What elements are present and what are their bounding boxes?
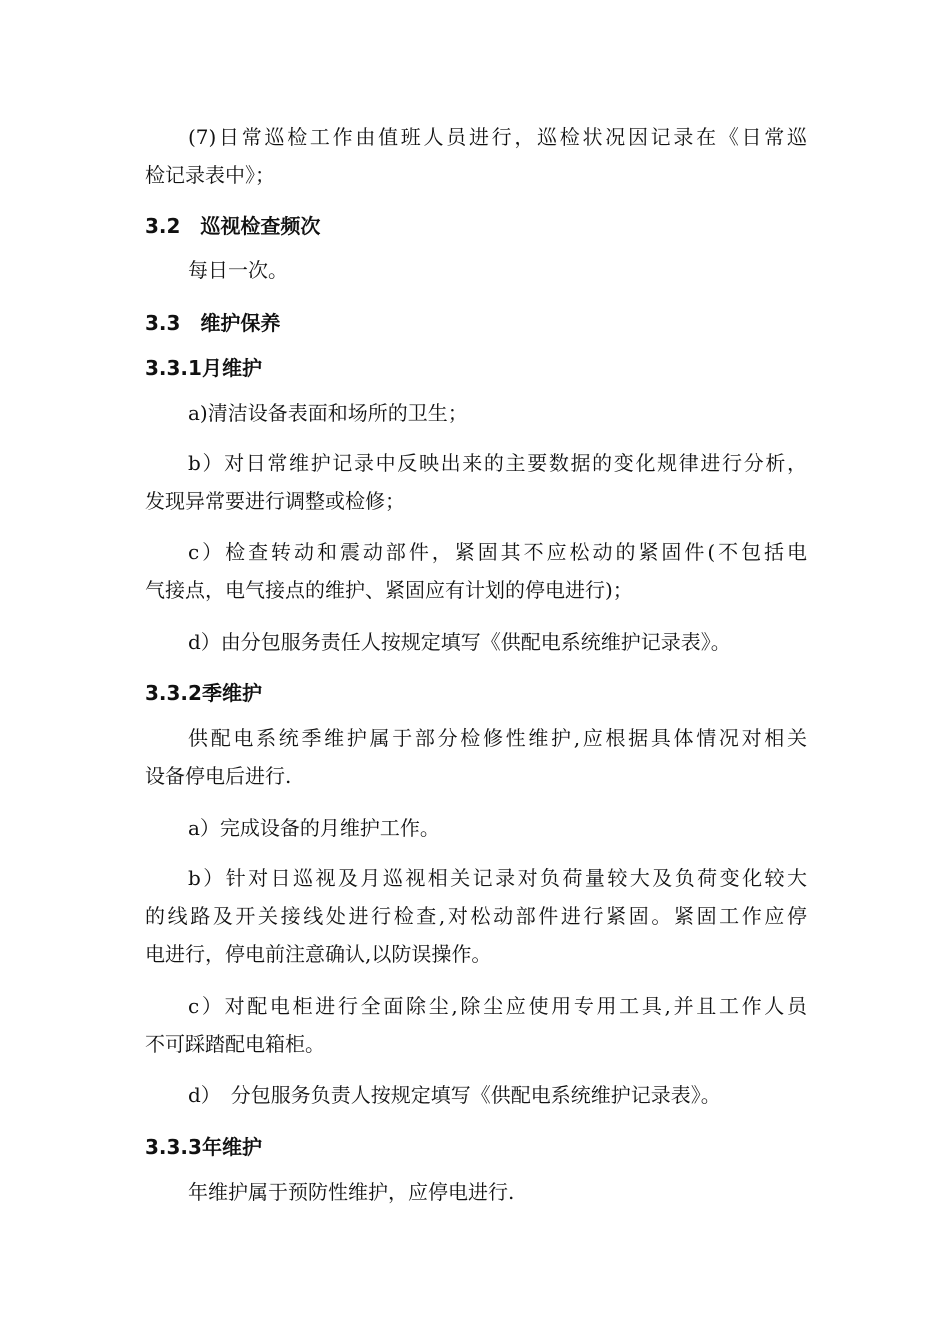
- heading-3-3-1: 3.3.1月维护: [145, 356, 262, 380]
- heading-3-3-2: 3.3.2季维护: [145, 681, 262, 705]
- paragraph-daily: 每日一次。: [188, 258, 288, 282]
- monthly-item-d: d）由分包服务责任人按规定填写《供配电系统维护记录表》。: [188, 630, 731, 654]
- monthly-item-b-line-2: 发现异常要进行调整或检修；: [145, 489, 405, 513]
- heading-3-3-3: 3.3.3年维护: [145, 1135, 262, 1159]
- quarterly-item-a: a）完成设备的月维护工作。: [188, 816, 440, 840]
- quarterly-item-b-line-3: 电进行，停电前注意确认,以防误操作。: [145, 942, 492, 966]
- monthly-item-a: a)清洁设备表面和场所的卫生；: [188, 401, 468, 425]
- monthly-item-c-line-2: 气接点，电气接点的维护、紧固应有计划的停电进行)；: [145, 578, 633, 602]
- quarterly-item-b-line-2: 的线路及开关接线处进行检查,对松动部件进行紧固。紧固工作应停: [145, 904, 807, 928]
- quarterly-intro-line-1: 供配电系统季维护属于部分检修性维护,应根据具体情况对相关: [188, 726, 807, 750]
- quarterly-item-d: d） 分包服务负责人按规定填写《供配电系统维护记录表》。: [188, 1083, 721, 1107]
- monthly-item-c-line-1: c）检查转动和震动部件，紧固其不应松动的紧固件(不包括电: [188, 540, 807, 564]
- paragraph-7-line-1: (7)日常巡检工作由值班人员进行，巡检状况因记录在《日常巡: [188, 125, 807, 149]
- heading-3-3: 3.3 维护保养: [145, 311, 281, 335]
- quarterly-item-c-line-2: 不可踩踏配电箱柜。: [145, 1032, 325, 1056]
- quarterly-item-c-line-1: c）对配电柜进行全面除尘,除尘应使用专用工具,并且工作人员: [188, 994, 807, 1018]
- quarterly-intro-line-2: 设备停电后进行.: [145, 764, 292, 788]
- monthly-item-b-line-1: b）对日常维护记录中反映出来的主要数据的变化规律进行分析，: [188, 451, 807, 475]
- heading-3-2: 3.2 巡视检查频次: [145, 214, 321, 238]
- quarterly-item-b-line-1: b）针对日巡视及月巡视相关记录对负荷量较大及负荷变化较大: [188, 866, 807, 890]
- paragraph-7-line-2: 检记录表中》；: [145, 163, 275, 187]
- annual-intro: 年维护属于预防性维护，应停电进行.: [188, 1180, 515, 1204]
